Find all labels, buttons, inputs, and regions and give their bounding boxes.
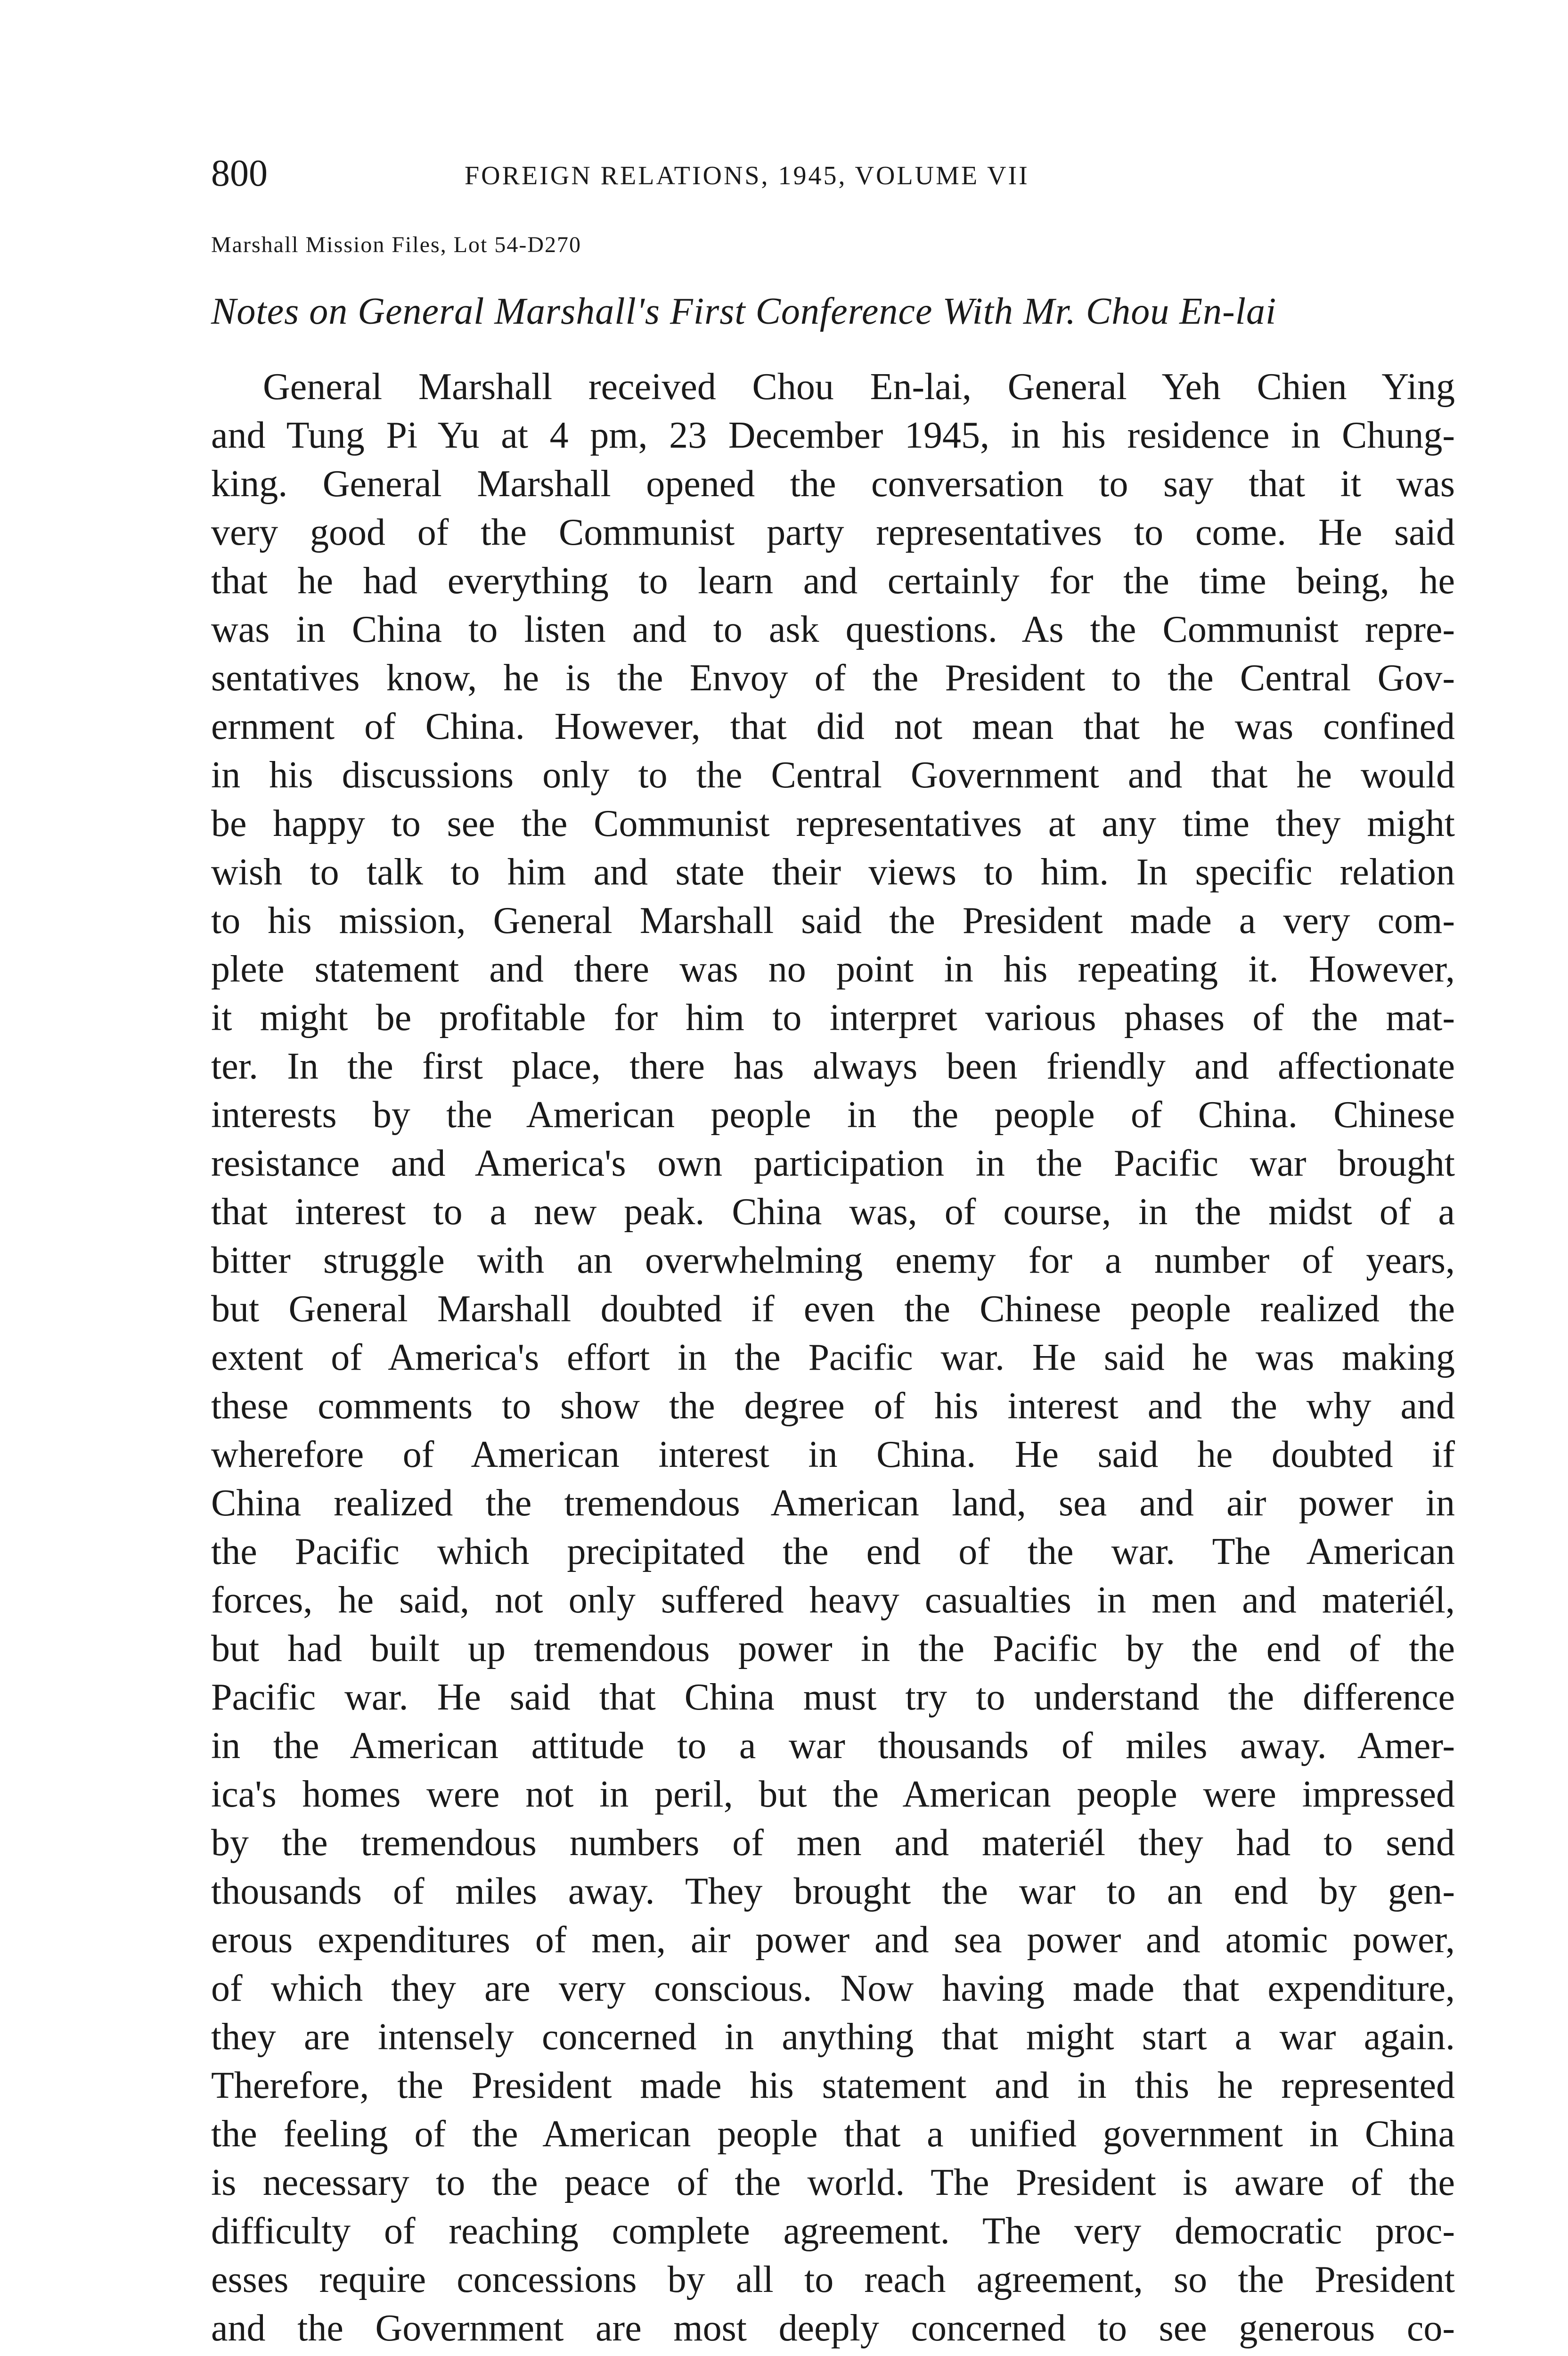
body-line: ter. In the first place, there has always been friendly and affectionate: [211, 1046, 1455, 1087]
body-line: ica's homes were not in peril, but the American people were impressed: [211, 1774, 1455, 1815]
body-line: ernment of China. However, that did not mean that he was confined: [211, 706, 1455, 747]
body-line: extent of America's effort in the Pacific war. He said he was making: [211, 1337, 1455, 1378]
body-line: difficulty of reaching complete agreement. The very democratic proc-: [211, 2210, 1455, 2252]
body-line: that he had everything to learn and certainly for the time being, he: [211, 560, 1455, 602]
page-header: [211, 150, 1455, 197]
body-line: in the American attitude to a war thousands of miles away. Amer-: [211, 1725, 1455, 1767]
body-line: Therefore, the President made his statement and in this he represented: [211, 2065, 1455, 2106]
body-line: esses require concessions by all to reach agreement, so the President: [211, 2259, 1455, 2300]
body-line: these comments to show the degree of his interest and the why and: [211, 1385, 1455, 1427]
body-line: wherefore of American interest in China. He said he doubted if: [211, 1434, 1455, 1475]
body-line: General Marshall received Chou En-lai, General Yeh Chien Ying: [263, 366, 1455, 408]
body-line: of which they are very conscious. Now having made that expenditure,: [211, 1968, 1455, 2009]
body-line: thousands of miles away. They brought the war to an end by gen-: [211, 1871, 1455, 1912]
source-note: Marshall Mission Files, Lot 54-D270: [211, 232, 581, 257]
body-line: was in China to listen and to ask questions. As the Communist repre-: [211, 609, 1455, 650]
body-line: in his discussions only to the Central Government and that he would: [211, 754, 1455, 796]
body-line: is necessary to the peace of the world. The President is aware of the: [211, 2162, 1455, 2203]
running-head: FOREIGN RELATIONS, 1945, VOLUME VII: [465, 161, 1029, 190]
body-line: the feeling of the American people that a unified government in China: [211, 2113, 1455, 2155]
body-line: it might be profitable for him to interpret various phases of the mat-: [211, 997, 1455, 1039]
body-line: resistance and America's own participation in the Pacific war brought: [211, 1143, 1455, 1184]
body-line: that interest to a new peak. China was, of course, in the midst of a: [211, 1191, 1455, 1233]
body-line: bitter struggle with an overwhelming enemy for a number of years,: [211, 1240, 1455, 1281]
body-line: and the Government are most deeply concerned to see generous co-: [211, 2307, 1455, 2349]
body-line: and Tung Pi Yu at 4 pm, 23 December 1945, in his residence in Chung-: [211, 415, 1455, 456]
body-line: the Pacific which precipitated the end of the war. The American: [211, 1531, 1455, 1572]
body-line: erous expenditures of men, air power and sea power and atomic power,: [211, 1919, 1455, 1961]
body-line: very good of the Communist party representatives to come. He said: [211, 512, 1455, 553]
body-line: China realized the tremendous American land, sea and air power in: [211, 1482, 1455, 1524]
body-line: Pacific war. He said that China must try to understand the difference: [211, 1677, 1455, 1718]
body-line: forces, he said, not only suffered heavy casualties in men and materiél,: [211, 1579, 1455, 1621]
body-line: plete statement and there was no point in his repeating it. However,: [211, 949, 1455, 990]
body-line: wish to talk to him and state their views to him. In specific relation: [211, 851, 1455, 893]
body-line: interests by the American people in the people of China. Chinese: [211, 1094, 1455, 1136]
body-line: to his mission, General Marshall said the President made a very com-: [211, 900, 1455, 941]
body-line: by the tremendous numbers of men and materiél they had to send: [211, 1822, 1455, 1864]
body-line: sentatives know, he is the Envoy of the President to the Central Gov-: [211, 657, 1455, 699]
body-line: but General Marshall doubted if even the Chinese people realized the: [211, 1288, 1455, 1330]
body-line: but had built up tremendous power in the Pacific by the end of the: [211, 1628, 1455, 1669]
body-line: they are intensely concerned in anything that might start a war again.: [211, 2016, 1455, 2058]
document-title: Notes on General Marshall's First Conference With Mr. Chou En-lai: [211, 291, 1277, 332]
body-line: be happy to see the Communist representatives at any time they might: [211, 803, 1455, 844]
page-number: 800: [211, 153, 268, 194]
body-line: king. General Marshall opened the conversation to say that it was: [211, 463, 1455, 505]
body-text: [211, 363, 1455, 2353]
